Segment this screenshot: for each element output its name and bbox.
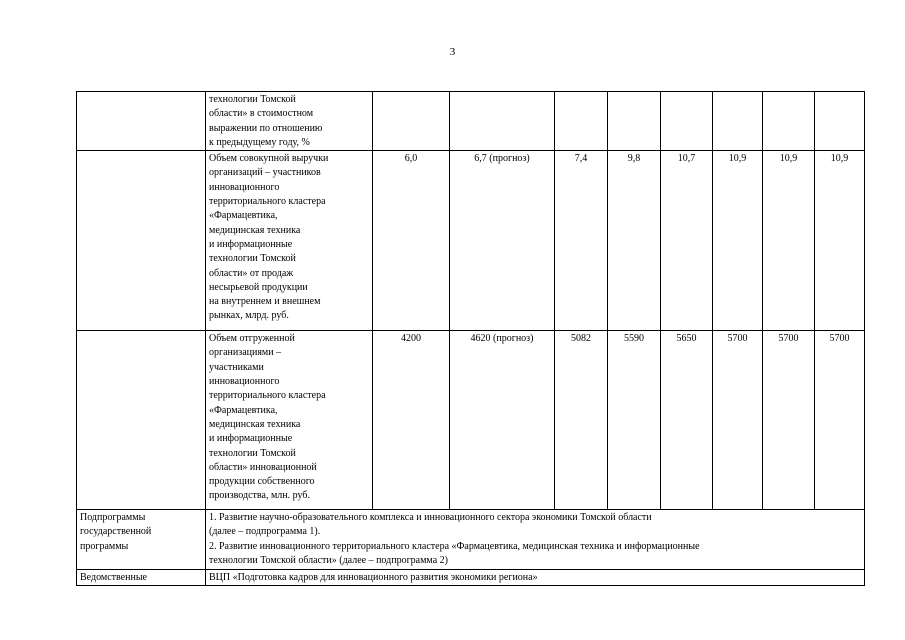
indicator-line: медицинская техника bbox=[209, 224, 301, 236]
table-row bbox=[77, 570, 865, 586]
indicator-line: технологии Томской bbox=[209, 447, 296, 459]
indicator-line: и информационные bbox=[209, 433, 293, 445]
table-row bbox=[77, 92, 865, 151]
subprograms-label-line: программы bbox=[80, 540, 129, 552]
value-cell: 6,0 bbox=[373, 151, 450, 331]
indicator-cell bbox=[206, 331, 373, 510]
value-cell: 6,7 (прогноз) bbox=[450, 151, 555, 331]
value-cell bbox=[815, 92, 865, 151]
indicator-line: области» инновационной bbox=[209, 461, 317, 473]
indicator-line: продукции собственного bbox=[209, 476, 315, 488]
departmental-text-cell: ВЦП «Подготовка кадров для инновационного развития экономики региона» bbox=[206, 570, 865, 586]
value-cell: 10,9 bbox=[763, 151, 815, 331]
value-cell: 5082 bbox=[555, 331, 608, 510]
indicator-line: рынках, млрд. руб. bbox=[209, 310, 289, 322]
indicator-line: Объем отгруженной bbox=[209, 333, 295, 345]
indicator-line: Объем совокупной выручки bbox=[209, 153, 329, 165]
empty-label-cell bbox=[77, 151, 206, 331]
table-row bbox=[77, 331, 865, 510]
value-cell: 5590 bbox=[608, 331, 661, 510]
indicator-line: на внутреннем и внешнем bbox=[209, 296, 321, 308]
subprograms-label-line: государственной bbox=[80, 526, 152, 538]
value-cell bbox=[763, 92, 815, 151]
indicator-line: технологии Томской bbox=[209, 253, 296, 265]
indicator-line: организациями – bbox=[209, 347, 282, 359]
indicator-line: к предыдущему году, % bbox=[209, 136, 310, 148]
table-row bbox=[77, 151, 865, 331]
subprograms-text-line: 2. Развитие инновационного территориального кластера «Фармацевтика, медицинская техника и информационные bbox=[209, 540, 700, 552]
value-cell bbox=[373, 92, 450, 151]
table-row bbox=[77, 510, 865, 570]
empty-label-cell bbox=[77, 92, 206, 151]
value-cell bbox=[713, 92, 763, 151]
indicator-line: инновационного bbox=[209, 376, 280, 388]
indicator-line: участниками bbox=[209, 361, 264, 373]
subprograms-text-line: технологии Томской области» (далее – подпрограмма 2) bbox=[209, 555, 448, 567]
indicator-line: организаций – участников bbox=[209, 167, 321, 179]
value-cell: 5700 bbox=[713, 331, 763, 510]
empty-label-cell bbox=[77, 331, 206, 510]
value-cell: 9,8 bbox=[608, 151, 661, 331]
indicator-line: несырьевой продукции bbox=[209, 281, 308, 293]
indicator-cell bbox=[206, 151, 373, 331]
value-cell: 5700 bbox=[763, 331, 815, 510]
indicator-line: области» от продаж bbox=[209, 267, 294, 279]
subprograms-text-line: 1. Развитие научно-образовательного комплекса и инновационного сектора экономики Томской области bbox=[209, 512, 652, 524]
indicator-line: «Фармацевтика, bbox=[209, 210, 278, 222]
indicator-cell bbox=[206, 92, 373, 151]
value-cell: 4620 (прогноз) bbox=[450, 331, 555, 510]
value-cell: 7,4 bbox=[555, 151, 608, 331]
indicator-line: инновационного bbox=[209, 181, 280, 193]
value-cell: 10,7 bbox=[661, 151, 713, 331]
indicator-line: территориального кластера bbox=[209, 196, 326, 208]
value-cell bbox=[450, 92, 555, 151]
passport-table bbox=[76, 91, 865, 586]
departmental-label-cell: Ведомственные bbox=[77, 570, 206, 586]
indicator-line: выражении по отношению bbox=[209, 122, 323, 134]
indicator-line: производства, млн. руб. bbox=[209, 490, 310, 502]
value-cell bbox=[608, 92, 661, 151]
indicator-line: медицинская техника bbox=[209, 418, 301, 430]
value-cell: 10,9 bbox=[815, 151, 865, 331]
indicator-line: территориального кластера bbox=[209, 390, 326, 402]
value-cell: 5700 bbox=[815, 331, 865, 510]
value-cell bbox=[661, 92, 713, 151]
value-cell: 4200 bbox=[373, 331, 450, 510]
subprograms-label-line: Подпрограммы bbox=[80, 512, 146, 524]
indicator-line: области» в стоимостном bbox=[209, 108, 314, 120]
indicator-line: и информационные bbox=[209, 238, 293, 250]
indicator-line: «Фармацевтика, bbox=[209, 404, 278, 416]
indicator-line: технологии Томской bbox=[209, 94, 296, 105]
subprograms-text-cell bbox=[206, 510, 865, 570]
subprograms-label-cell bbox=[77, 510, 206, 570]
value-cell: 10,9 bbox=[713, 151, 763, 331]
value-cell bbox=[555, 92, 608, 151]
page-number: 3 bbox=[449, 46, 456, 58]
value-cell: 5650 bbox=[661, 331, 713, 510]
subprograms-text-line: (далее – подпрограмма 1). bbox=[209, 526, 321, 538]
